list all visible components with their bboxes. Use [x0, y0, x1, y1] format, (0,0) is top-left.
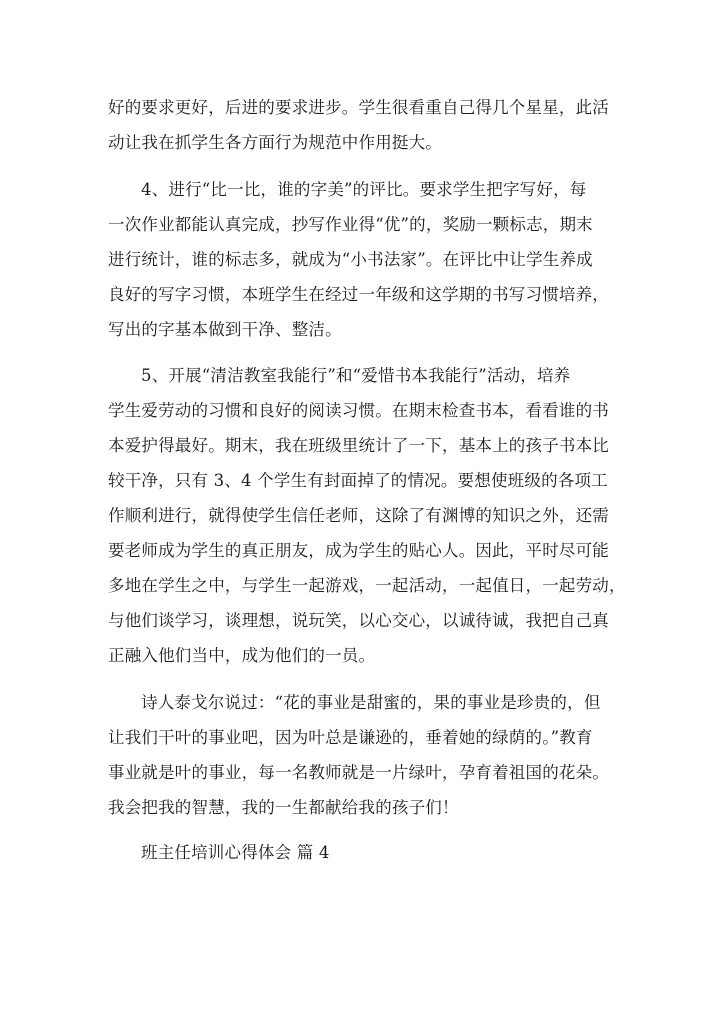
paragraph-line: 我会把我的智慧，我的一生都献给我的孩子们！: [108, 798, 459, 817]
section-heading: 班主任培训心得体会 篇 4: [141, 843, 330, 862]
paragraph-line: 良好的写字习惯，本班学生在经过一年级和这学期的书写习惯培养，: [108, 285, 609, 304]
paragraph-line: 与他们谈学习，谈理想，说玩笑，以心交心，以诚待诚，我把自己真: [108, 611, 609, 630]
paragraph-line: 一次作业都能认真完成，抄写作业得“优”的，奖励一颗标志，期末: [108, 215, 593, 234]
paragraph-line: 较干净，只有 3、4 个学生有封面掉了的情况。要想使班级的各项工: [108, 471, 608, 490]
paragraph-line: 学生爱劳动的习惯和良好的阅读习惯。在期末检查书本，看看谁的书: [108, 401, 609, 420]
paragraph-line: 作顺利进行，就得使学生信任老师，这除了有渊博的知识之外，还需: [108, 506, 609, 525]
paragraph-line: 写出的字基本做到干净、整洁。: [108, 320, 342, 339]
paragraph-line: 本爱护得最好。期末，我在班级里统计了一下，基本上的孩子书本比: [108, 436, 609, 455]
paragraph-line: 正融入他们当中，成为他们的一员。: [108, 646, 376, 665]
paragraph-line: 5、开展“清洁教室我能行”和“爱惜书本我能行”活动，培养: [141, 366, 571, 385]
paragraph-line: 诗人泰戈尔说过：“花的事业是甜蜜的，果的事业是珍贵的，但: [141, 693, 601, 712]
paragraph-line: 动让我在抓学生各方面行为规范中作用挺大。: [108, 133, 442, 152]
paragraph-line: 让我们干叶的事业吧，因为叶总是谦逊的，垂着她的绿荫的。”教育: [108, 728, 593, 747]
paragraph-line: 4、进行“比一比，谁的字美”的评比。要求学生把字写好，每: [141, 180, 587, 199]
paragraph-line: 要老师成为学生的真正朋友，成为学生的贴心人。因此，平时尽可能: [108, 541, 609, 560]
paragraph-line: 多地在学生之中，与学生一起游戏，一起活动，一起值日，一起劳动，: [108, 576, 626, 595]
paragraph-line: 进行统计，谁的标志多，就成为“小书法家”。在评比中让学生养成: [108, 250, 593, 269]
paragraph-line: 好的要求更好，后进的要求进步。学生很看重自己得几个星星，此活: [108, 98, 609, 117]
paragraph-line: 事业就是叶的事业，每一名教师就是一片绿叶，孕育着祖国的花朵。: [108, 763, 609, 782]
